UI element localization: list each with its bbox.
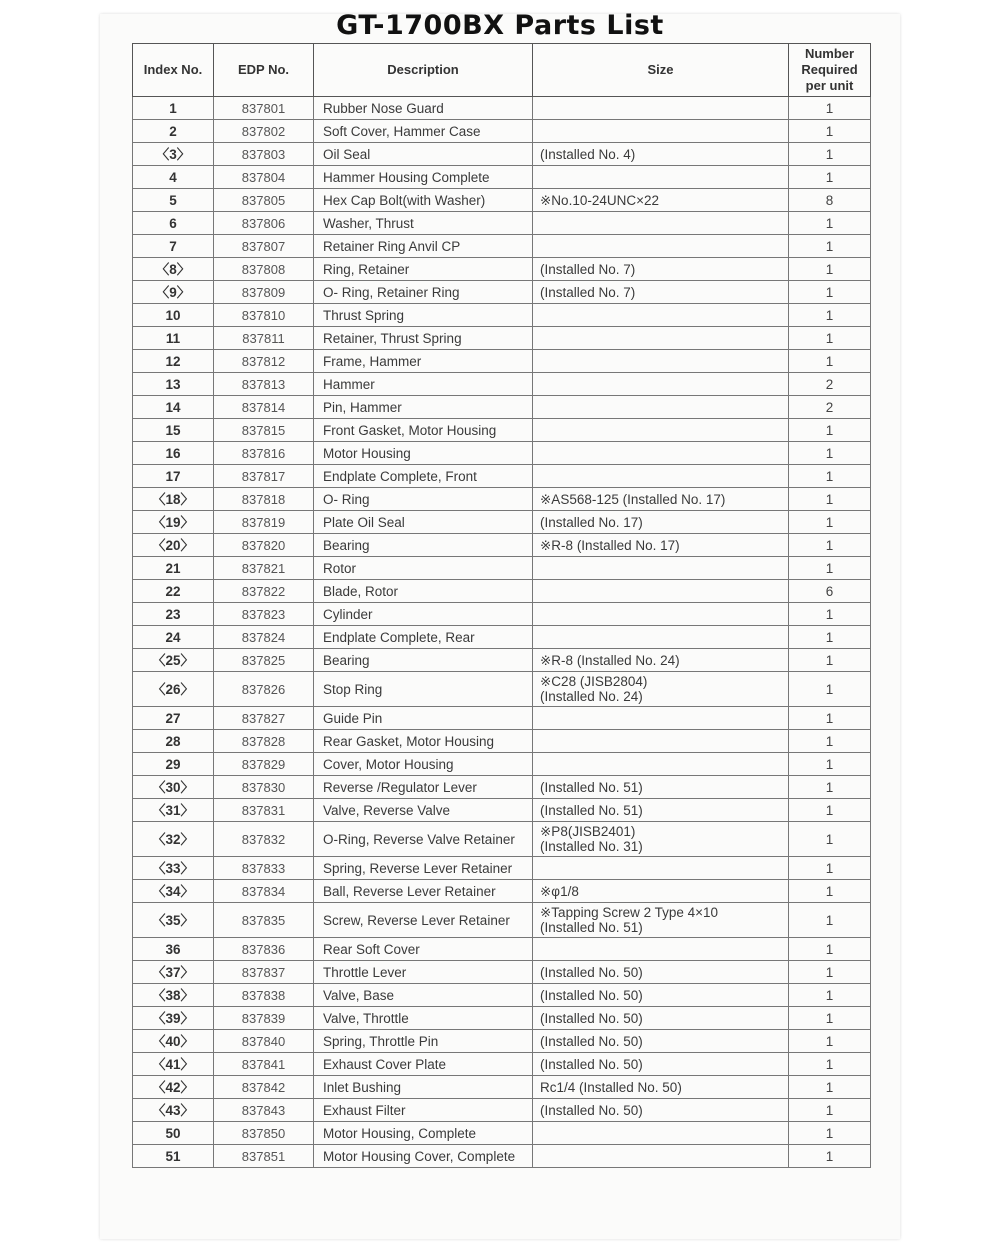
page-title: GT-1700BX Parts List (336, 10, 664, 41)
edp-cell: 837802 (214, 120, 314, 143)
description-cell: Motor Housing, Complete (314, 1122, 533, 1145)
description-cell: Valve, Throttle (314, 1007, 533, 1030)
description-cell: Spring, Throttle Pin (314, 1030, 533, 1053)
index-cell: 22 (133, 580, 214, 603)
description-cell: Hex Cap Bolt(with Washer) (314, 189, 533, 212)
size-cell (533, 97, 789, 120)
table-row (133, 776, 871, 799)
edp-cell: 837839 (214, 1007, 314, 1030)
table-row (133, 822, 871, 857)
index-cell: 〈34〉 (133, 880, 214, 903)
description-cell: O- Ring (314, 488, 533, 511)
description-cell: Cylinder (314, 603, 533, 626)
description-cell: Soft Cover, Hammer Case (314, 120, 533, 143)
index-cell: 〈3〉 (133, 143, 214, 166)
edp-cell: 837801 (214, 97, 314, 120)
index-cell: 〈38〉 (133, 984, 214, 1007)
table-row (133, 799, 871, 822)
index-cell: 4 (133, 166, 214, 189)
edp-cell: 837841 (214, 1053, 314, 1076)
index-cell: 10 (133, 304, 214, 327)
table-row (133, 189, 871, 212)
description-cell: Ball, Reverse Lever Retainer (314, 880, 533, 903)
size-cell: ※No.10-24UNC×22 (533, 189, 789, 212)
qty-cell: 1 (789, 442, 871, 465)
qty-cell: 1 (789, 281, 871, 304)
qty-cell: 1 (789, 799, 871, 822)
qty-cell: 1 (789, 649, 871, 672)
index-cell: 〈42〉 (133, 1076, 214, 1099)
qty-cell: 1 (789, 143, 871, 166)
qty-cell: 1 (789, 120, 871, 143)
description-cell: Reverse /Regulator Lever (314, 776, 533, 799)
table-row (133, 396, 871, 419)
size-cell (533, 304, 789, 327)
table-row (133, 212, 871, 235)
table-row (133, 1007, 871, 1030)
description-cell: Cover, Motor Housing (314, 753, 533, 776)
size-cell (533, 857, 789, 880)
edp-cell: 837805 (214, 189, 314, 212)
description-cell: Ring, Retainer (314, 258, 533, 281)
edp-cell: 837811 (214, 327, 314, 350)
description-cell: Plate Oil Seal (314, 511, 533, 534)
table-row (133, 857, 871, 880)
edp-cell: 837840 (214, 1030, 314, 1053)
index-cell: 23 (133, 603, 214, 626)
description-cell: Motor Housing (314, 442, 533, 465)
edp-cell: 837819 (214, 511, 314, 534)
description-cell: Rotor (314, 557, 533, 580)
qty-cell: 1 (789, 776, 871, 799)
size-cell (533, 580, 789, 603)
edp-cell: 837828 (214, 730, 314, 753)
table-row (133, 903, 871, 938)
size-cell: ※AS568-125 (Installed No. 17) (533, 488, 789, 511)
edp-cell: 837804 (214, 166, 314, 189)
size-cell: ※R-8 (Installed No. 24) (533, 649, 789, 672)
qty-cell: 1 (789, 603, 871, 626)
size-cell (533, 212, 789, 235)
qty-cell: 1 (789, 258, 871, 281)
description-cell: Spring, Reverse Lever Retainer (314, 857, 533, 880)
table-row (133, 880, 871, 903)
qty-cell: 1 (789, 1099, 871, 1122)
table-row (133, 626, 871, 649)
size-cell (533, 419, 789, 442)
table-row (133, 1145, 871, 1168)
index-cell: 13 (133, 373, 214, 396)
index-cell: 2 (133, 120, 214, 143)
table-row (133, 281, 871, 304)
description-cell: Endplate Complete, Front (314, 465, 533, 488)
edp-cell: 837824 (214, 626, 314, 649)
size-cell (533, 557, 789, 580)
edp-cell: 837814 (214, 396, 314, 419)
size-cell: ※Tapping Screw 2 Type 4×10 (Installed No. 51) (533, 903, 789, 938)
description-cell: Hammer Housing Complete (314, 166, 533, 189)
index-cell: 〈18〉 (133, 488, 214, 511)
table-row (133, 1030, 871, 1053)
edp-cell: 837807 (214, 235, 314, 258)
description-cell: Exhaust Filter (314, 1099, 533, 1122)
size-cell (533, 730, 789, 753)
qty-cell: 1 (789, 511, 871, 534)
size-cell (533, 938, 789, 961)
edp-cell: 837832 (214, 822, 314, 857)
size-cell (533, 120, 789, 143)
size-cell (533, 465, 789, 488)
index-cell: 〈33〉 (133, 857, 214, 880)
description-cell: Rubber Nose Guard (314, 97, 533, 120)
description-cell: Blade, Rotor (314, 580, 533, 603)
index-cell: 5 (133, 189, 214, 212)
index-cell: 〈9〉 (133, 281, 214, 304)
size-cell: (Installed No. 50) (533, 1099, 789, 1122)
index-cell: 17 (133, 465, 214, 488)
description-cell: Bearing (314, 534, 533, 557)
table-row (133, 350, 871, 373)
edp-cell: 837803 (214, 143, 314, 166)
edp-cell: 837810 (214, 304, 314, 327)
edp-cell: 837826 (214, 672, 314, 707)
description-cell: Bearing (314, 649, 533, 672)
size-cell: (Installed No. 4) (533, 143, 789, 166)
table-row (133, 327, 871, 350)
table-row (133, 753, 871, 776)
description-cell: Oil Seal (314, 143, 533, 166)
size-cell: (Installed No. 51) (533, 776, 789, 799)
header-index: Index No. (133, 44, 214, 97)
description-cell: Guide Pin (314, 707, 533, 730)
qty-cell: 1 (789, 753, 871, 776)
description-cell: Frame, Hammer (314, 350, 533, 373)
edp-cell: 837815 (214, 419, 314, 442)
size-cell (533, 396, 789, 419)
table-body (133, 97, 871, 1168)
index-cell: 〈8〉 (133, 258, 214, 281)
edp-cell: 837833 (214, 857, 314, 880)
size-cell (533, 1122, 789, 1145)
size-cell: (Installed No. 50) (533, 984, 789, 1007)
edp-cell: 837813 (214, 373, 314, 396)
qty-cell: 1 (789, 97, 871, 120)
qty-cell: 1 (789, 212, 871, 235)
edp-cell: 837823 (214, 603, 314, 626)
edp-cell: 837831 (214, 799, 314, 822)
table-row (133, 707, 871, 730)
size-cell: (Installed No. 7) (533, 258, 789, 281)
description-cell: Pin, Hammer (314, 396, 533, 419)
table-row (133, 1076, 871, 1099)
table-row (133, 1099, 871, 1122)
header-size: Size (533, 44, 789, 97)
qty-cell: 1 (789, 1053, 871, 1076)
index-cell: 1 (133, 97, 214, 120)
index-cell: 27 (133, 707, 214, 730)
table-header-row (133, 44, 871, 97)
qty-cell: 1 (789, 419, 871, 442)
table-row (133, 557, 871, 580)
qty-cell: 1 (789, 903, 871, 938)
edp-cell: 837816 (214, 442, 314, 465)
table-row (133, 235, 871, 258)
qty-cell: 2 (789, 396, 871, 419)
table-row (133, 534, 871, 557)
qty-cell: 1 (789, 534, 871, 557)
qty-cell: 1 (789, 880, 871, 903)
table-row (133, 258, 871, 281)
edp-cell: 837822 (214, 580, 314, 603)
edp-cell: 837817 (214, 465, 314, 488)
description-cell: Retainer Ring Anvil CP (314, 235, 533, 258)
table-row (133, 580, 871, 603)
index-cell: 12 (133, 350, 214, 373)
size-cell: ※P8(JISB2401) (Installed No. 31) (533, 822, 789, 857)
qty-cell: 1 (789, 626, 871, 649)
edp-cell: 837809 (214, 281, 314, 304)
index-cell: 〈43〉 (133, 1099, 214, 1122)
qty-cell: 1 (789, 1030, 871, 1053)
qty-cell: 2 (789, 373, 871, 396)
table-row (133, 120, 871, 143)
size-cell (533, 1145, 789, 1168)
index-cell: 〈39〉 (133, 1007, 214, 1030)
edp-cell: 837851 (214, 1145, 314, 1168)
size-cell: (Installed No. 50) (533, 961, 789, 984)
edp-cell: 837818 (214, 488, 314, 511)
index-cell: 28 (133, 730, 214, 753)
description-cell: Valve, Reverse Valve (314, 799, 533, 822)
table-row (133, 1122, 871, 1145)
size-cell (533, 235, 789, 258)
qty-cell: 1 (789, 1007, 871, 1030)
table-row (133, 166, 871, 189)
index-cell: 36 (133, 938, 214, 961)
size-cell: ※R-8 (Installed No. 17) (533, 534, 789, 557)
edp-cell: 837835 (214, 903, 314, 938)
index-cell: 50 (133, 1122, 214, 1145)
size-cell (533, 327, 789, 350)
edp-cell: 837836 (214, 938, 314, 961)
edp-cell: 837808 (214, 258, 314, 281)
qty-cell: 1 (789, 822, 871, 857)
edp-cell: 837812 (214, 350, 314, 373)
index-cell: 7 (133, 235, 214, 258)
qty-cell: 1 (789, 235, 871, 258)
table-row (133, 373, 871, 396)
size-cell: (Installed No. 17) (533, 511, 789, 534)
qty-cell: 1 (789, 557, 871, 580)
qty-cell: 1 (789, 707, 871, 730)
qty-cell: 6 (789, 580, 871, 603)
qty-cell: 1 (789, 984, 871, 1007)
index-cell: 〈37〉 (133, 961, 214, 984)
qty-cell: 1 (789, 166, 871, 189)
table-row (133, 143, 871, 166)
index-cell: 〈26〉 (133, 672, 214, 707)
description-cell: Front Gasket, Motor Housing (314, 419, 533, 442)
table-row (133, 672, 871, 707)
index-cell: 16 (133, 442, 214, 465)
description-cell: Rear Gasket, Motor Housing (314, 730, 533, 753)
qty-cell: 1 (789, 938, 871, 961)
qty-cell: 1 (789, 350, 871, 373)
size-cell (533, 626, 789, 649)
index-cell: 〈19〉 (133, 511, 214, 534)
table-row (133, 984, 871, 1007)
description-cell: Valve, Base (314, 984, 533, 1007)
index-cell: 6 (133, 212, 214, 235)
index-cell: 14 (133, 396, 214, 419)
index-cell: 〈20〉 (133, 534, 214, 557)
size-cell: (Installed No. 51) (533, 799, 789, 822)
size-cell: Rc1/4 (Installed No. 50) (533, 1076, 789, 1099)
index-cell: 24 (133, 626, 214, 649)
description-cell: Thrust Spring (314, 304, 533, 327)
edp-cell: 837825 (214, 649, 314, 672)
index-cell: 〈41〉 (133, 1053, 214, 1076)
qty-cell: 1 (789, 1145, 871, 1168)
qty-cell: 1 (789, 1076, 871, 1099)
table-row (133, 649, 871, 672)
qty-cell: 1 (789, 961, 871, 984)
qty-cell: 1 (789, 857, 871, 880)
size-cell: (Installed No. 50) (533, 1007, 789, 1030)
size-cell: (Installed No. 50) (533, 1030, 789, 1053)
edp-cell: 837837 (214, 961, 314, 984)
index-cell: 51 (133, 1145, 214, 1168)
header-description: Description (314, 44, 533, 97)
edp-cell: 837843 (214, 1099, 314, 1122)
size-cell (533, 442, 789, 465)
qty-cell: 1 (789, 488, 871, 511)
qty-cell: 1 (789, 672, 871, 707)
index-cell: 29 (133, 753, 214, 776)
index-cell: 〈35〉 (133, 903, 214, 938)
table-row (133, 304, 871, 327)
edp-cell: 837850 (214, 1122, 314, 1145)
index-cell: 〈32〉 (133, 822, 214, 857)
size-cell: (Installed No. 50) (533, 1053, 789, 1076)
header-edp: EDP No. (214, 44, 314, 97)
table-row (133, 465, 871, 488)
description-cell: Screw, Reverse Lever Retainer (314, 903, 533, 938)
edp-cell: 837821 (214, 557, 314, 580)
description-cell: Retainer, Thrust Spring (314, 327, 533, 350)
edp-cell: 837820 (214, 534, 314, 557)
edp-cell: 837827 (214, 707, 314, 730)
size-cell (533, 166, 789, 189)
qty-cell: 1 (789, 730, 871, 753)
index-cell: 21 (133, 557, 214, 580)
description-cell: Endplate Complete, Rear (314, 626, 533, 649)
table-row (133, 730, 871, 753)
description-cell: Motor Housing Cover, Complete (314, 1145, 533, 1168)
index-cell: 11 (133, 327, 214, 350)
table-row (133, 603, 871, 626)
qty-cell: 1 (789, 465, 871, 488)
index-cell: 〈25〉 (133, 649, 214, 672)
description-cell: O-Ring, Reverse Valve Retainer (314, 822, 533, 857)
edp-cell: 837829 (214, 753, 314, 776)
description-cell: Washer, Thrust (314, 212, 533, 235)
qty-cell: 8 (789, 189, 871, 212)
qty-cell: 1 (789, 327, 871, 350)
description-cell: Throttle Lever (314, 961, 533, 984)
size-cell: ※φ1/8 (533, 880, 789, 903)
description-cell: Exhaust Cover Plate (314, 1053, 533, 1076)
size-cell (533, 753, 789, 776)
size-cell: ※C28 (JISB2804) (Installed No. 24) (533, 672, 789, 707)
table-row (133, 938, 871, 961)
qty-cell: 1 (789, 304, 871, 327)
edp-cell: 837806 (214, 212, 314, 235)
edp-cell: 837830 (214, 776, 314, 799)
size-cell (533, 373, 789, 396)
description-cell: Inlet Bushing (314, 1076, 533, 1099)
edp-cell: 837842 (214, 1076, 314, 1099)
edp-cell: 837834 (214, 880, 314, 903)
table-row (133, 442, 871, 465)
edp-cell: 837838 (214, 984, 314, 1007)
index-cell: 15 (133, 419, 214, 442)
description-cell: Hammer (314, 373, 533, 396)
header-qty: Number Required per unit (789, 44, 871, 97)
qty-cell: 1 (789, 1122, 871, 1145)
index-cell: 〈40〉 (133, 1030, 214, 1053)
description-cell: Rear Soft Cover (314, 938, 533, 961)
parts-table (132, 43, 871, 1168)
index-cell: 〈30〉 (133, 776, 214, 799)
table-row (133, 488, 871, 511)
size-cell (533, 603, 789, 626)
size-cell: (Installed No. 7) (533, 281, 789, 304)
table-row (133, 511, 871, 534)
table-row (133, 97, 871, 120)
table-row (133, 1053, 871, 1076)
description-cell: Stop Ring (314, 672, 533, 707)
table-row (133, 419, 871, 442)
description-cell: O- Ring, Retainer Ring (314, 281, 533, 304)
table-row (133, 961, 871, 984)
index-cell: 〈31〉 (133, 799, 214, 822)
size-cell (533, 350, 789, 373)
size-cell (533, 707, 789, 730)
